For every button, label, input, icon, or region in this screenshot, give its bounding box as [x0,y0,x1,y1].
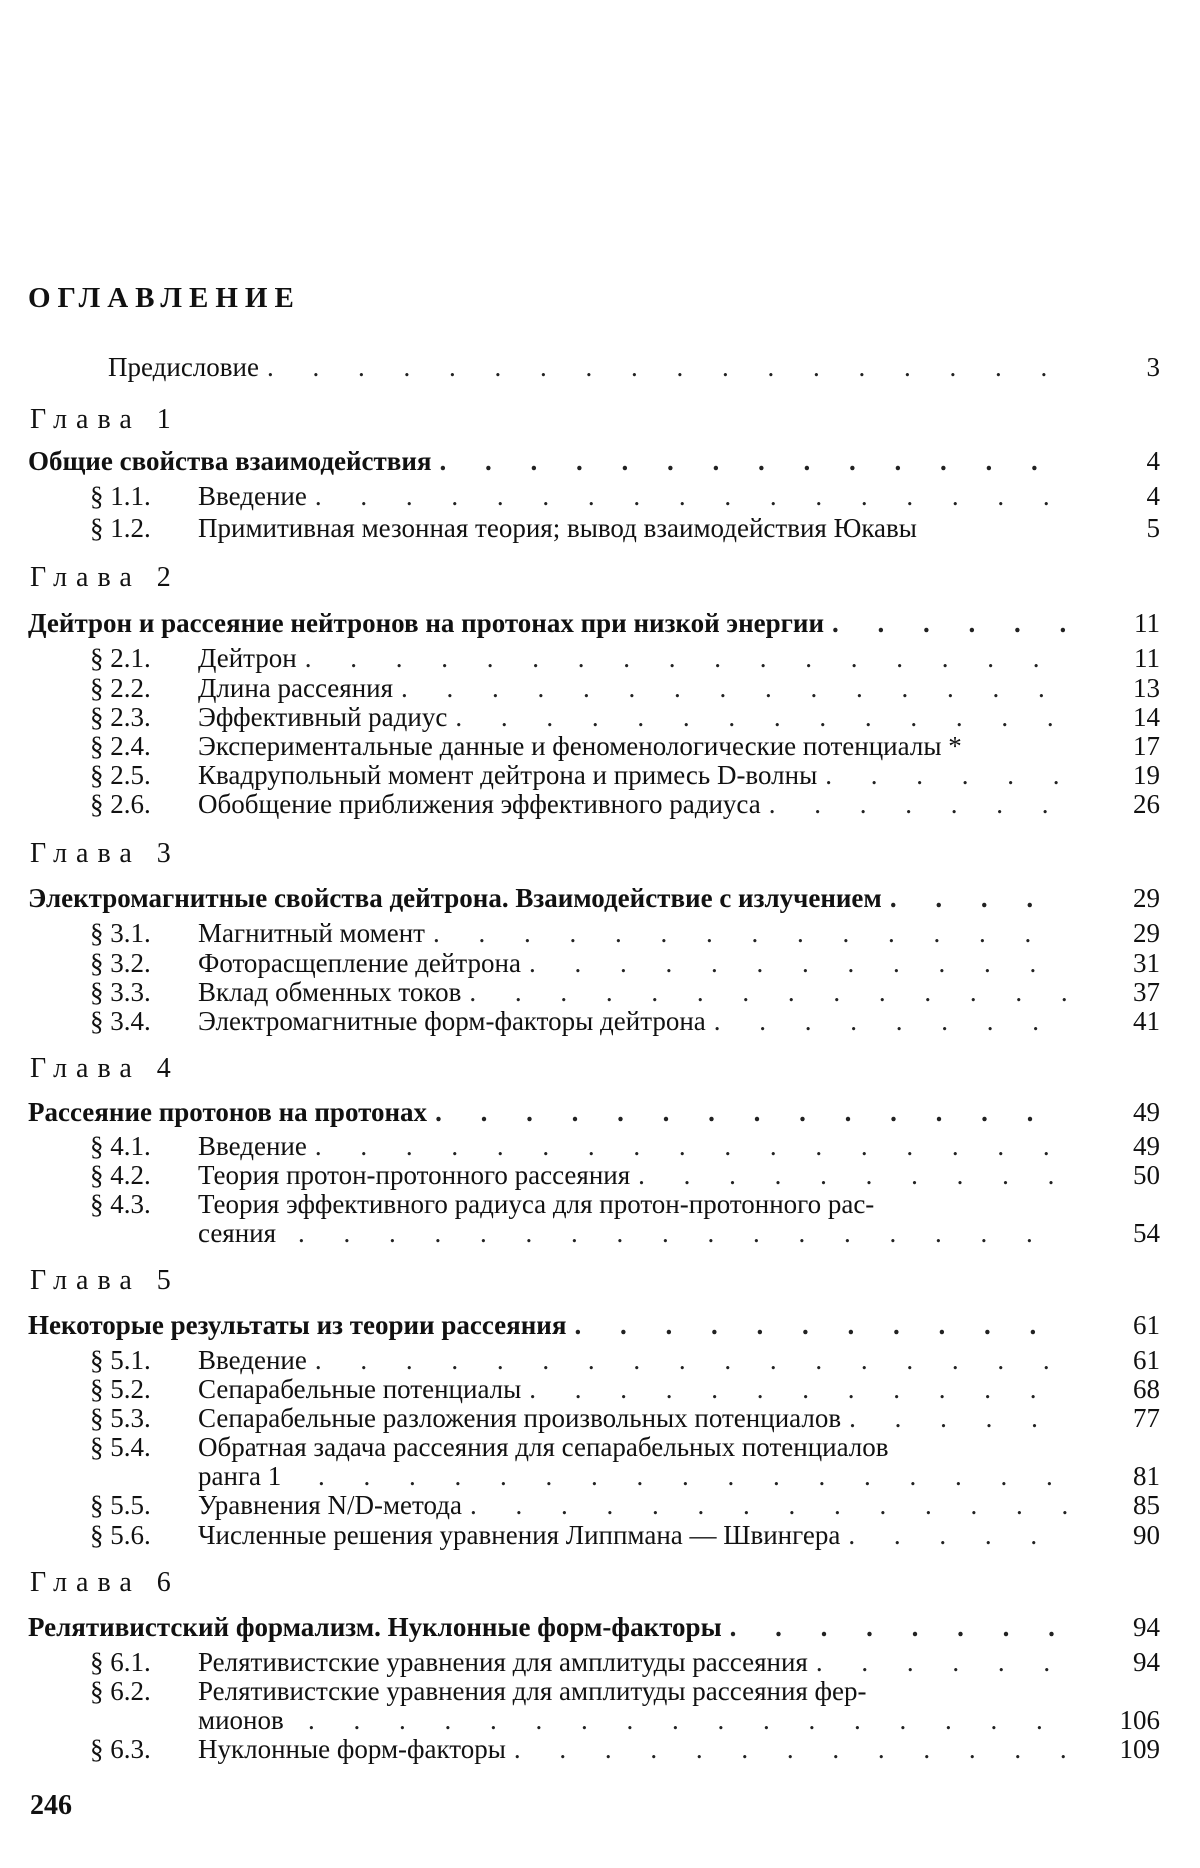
toc-entry-section: § 6.1. Релятивистские уравнения для амплитуды рассеяния . . . [90,1647,1068,1677]
chapter-title: Дейтрон и рассеяние нейтронов на протонах при низкой энергии . . . [28,608,1068,638]
chapter-title: Рассеяние протонов на протонах . . . [28,1097,1068,1127]
chapter-label: Глава 1 [30,404,180,435]
section-page-number: 4 [1146,481,1160,511]
section-page-number: 14 [1133,702,1160,732]
section-page-number: 19 [1133,760,1160,790]
entry-title: Предисловие [108,352,259,382]
section-page-number: 85 [1133,1490,1160,1520]
toc-entry-section: § 2.5. Квадрупольный момент дейтрона и примесь D-волны . . . [90,760,1068,790]
section-page-number: 41 [1133,1006,1160,1036]
toc-entry-section: § 2.2. Длина рассеяния . . . [90,673,1068,703]
chapter-title: Электромагнитные свойства дейтрона. Взаимодействие с излучением . . . [28,883,1068,913]
section-page-number: 106 [1119,1705,1160,1735]
section-page-number: 61 [1133,1345,1160,1375]
toc-entry-section: § 6.2. Релятивистские уравнения для амплитуды рассеяния фер- [90,1676,867,1706]
chapter-label: Глава 5 [30,1265,180,1296]
chapter-page-number: 11 [1134,608,1160,638]
chapter-label: Глава 6 [30,1567,180,1598]
toc-entry-section: § 2.3. Эффективный радиус . . . [90,702,1068,732]
chapter-page-number: 4 [1146,446,1160,476]
section-page-number: 50 [1133,1160,1160,1190]
chapter-page-number: 61 [1133,1310,1160,1340]
section-page-number: 5 [1146,513,1160,543]
toc-entry-section: § 3.3. Вклад обменных токов . . . [90,977,1068,1007]
section-page-number: 81 [1133,1461,1160,1491]
section-page-number: 37 [1133,977,1160,1007]
section-page-number: 94 [1133,1647,1160,1677]
chapter-label: Глава 3 [30,838,180,869]
toc-entry-section: § 2.1. Дейтрон . . . [90,643,1068,673]
section-page-number: 17 [1133,731,1160,761]
toc-entry-preface [108,352,1068,382]
toc-entry-section: § 2.6. Обобщение приближения эффективного радиуса . . . [90,789,1068,819]
chapter-title: Общие свойства взаимодействия . . . [28,446,1068,476]
section-page-number: 11 [1134,643,1160,673]
toc-entry-section: § 3.4. Электромагнитные форм-факторы дейтрона . . . [90,1006,1068,1036]
section-page-number: 31 [1133,948,1160,978]
section-page-number: 54 [1133,1218,1160,1248]
chapter-page-number: 49 [1133,1097,1160,1127]
chapter-page-number: 94 [1133,1612,1160,1642]
toc-entry-section: § 2.4. Экспериментальные данные и феноменологические потенциалы * [90,731,962,761]
chapter-page-number: 29 [1133,883,1160,913]
section-title-continuation: ранга 1 [198,1461,282,1491]
toc-entry-section: § 5.2. Сепарабельные потенциалы . . . [90,1374,1068,1404]
toc-entry-section: § 4.1. Введение . . . [90,1131,1068,1161]
section-page-number: 109 [1119,1734,1160,1764]
toc-entry-section: § 3.2. Фоторасщепление дейтрона . . . [90,948,1068,978]
section-page-number: 29 [1133,918,1160,948]
section-page-number: 77 [1133,1403,1160,1433]
toc-entry-section: § 5.6. Численные решения уравнения Липпмана — Швингера . . . [90,1520,1068,1550]
section-page-number: 90 [1133,1520,1160,1550]
section-title-continuation: мионов [198,1705,284,1735]
entry-page-number: 3 [1146,352,1160,382]
toc-entry-section: § 5.4. Обратная задача рассеяния для сепарабельных потенциалов [90,1432,889,1462]
toc-entry-section: § 1.1. Введение . . . [90,481,1068,511]
chapter-label: Глава 2 [30,562,180,593]
chapter-label: Глава 4 [30,1053,180,1084]
section-page-number: 26 [1133,789,1160,819]
toc-entry-section: § 4.3. Теория эффективного радиуса для протон-протонного рас- [90,1189,875,1219]
chapter-title: Некоторые результаты из теории рассеяния . . . [28,1310,1068,1340]
chapter-title: Релятивистский формализм. Нуклонные форм-факторы . . . [28,1612,1068,1642]
toc-entry-section: § 4.2. Теория протон-протонного рассеяния . . . [90,1160,1068,1190]
section-title-continuation: сеяния [198,1218,277,1248]
toc-entry-section: § 5.1. Введение . . . [90,1345,1068,1375]
toc-entry-section: § 5.5. Уравнения N/D-метода . . . [90,1490,1068,1520]
section-page-number: 13 [1133,673,1160,703]
page-title: ОГЛАВЛЕНИЕ [28,282,301,314]
section-page-number: 68 [1133,1374,1160,1404]
toc-entry-section: § 5.3. Сепарабельные разложения произвольных потенциалов . . . [90,1403,1068,1433]
toc-entry-section: § 3.1. Магнитный момент . . . [90,918,1068,948]
page-number-folio: 246 [30,1790,72,1821]
section-page-number: 49 [1133,1131,1160,1161]
toc-entry-section: § 6.3. Нуклонные форм-факторы . . . [90,1734,1068,1764]
toc-entry-section: § 1.2. Примитивная мезонная теория; вывод взаимодействия Юкавы [90,513,917,543]
